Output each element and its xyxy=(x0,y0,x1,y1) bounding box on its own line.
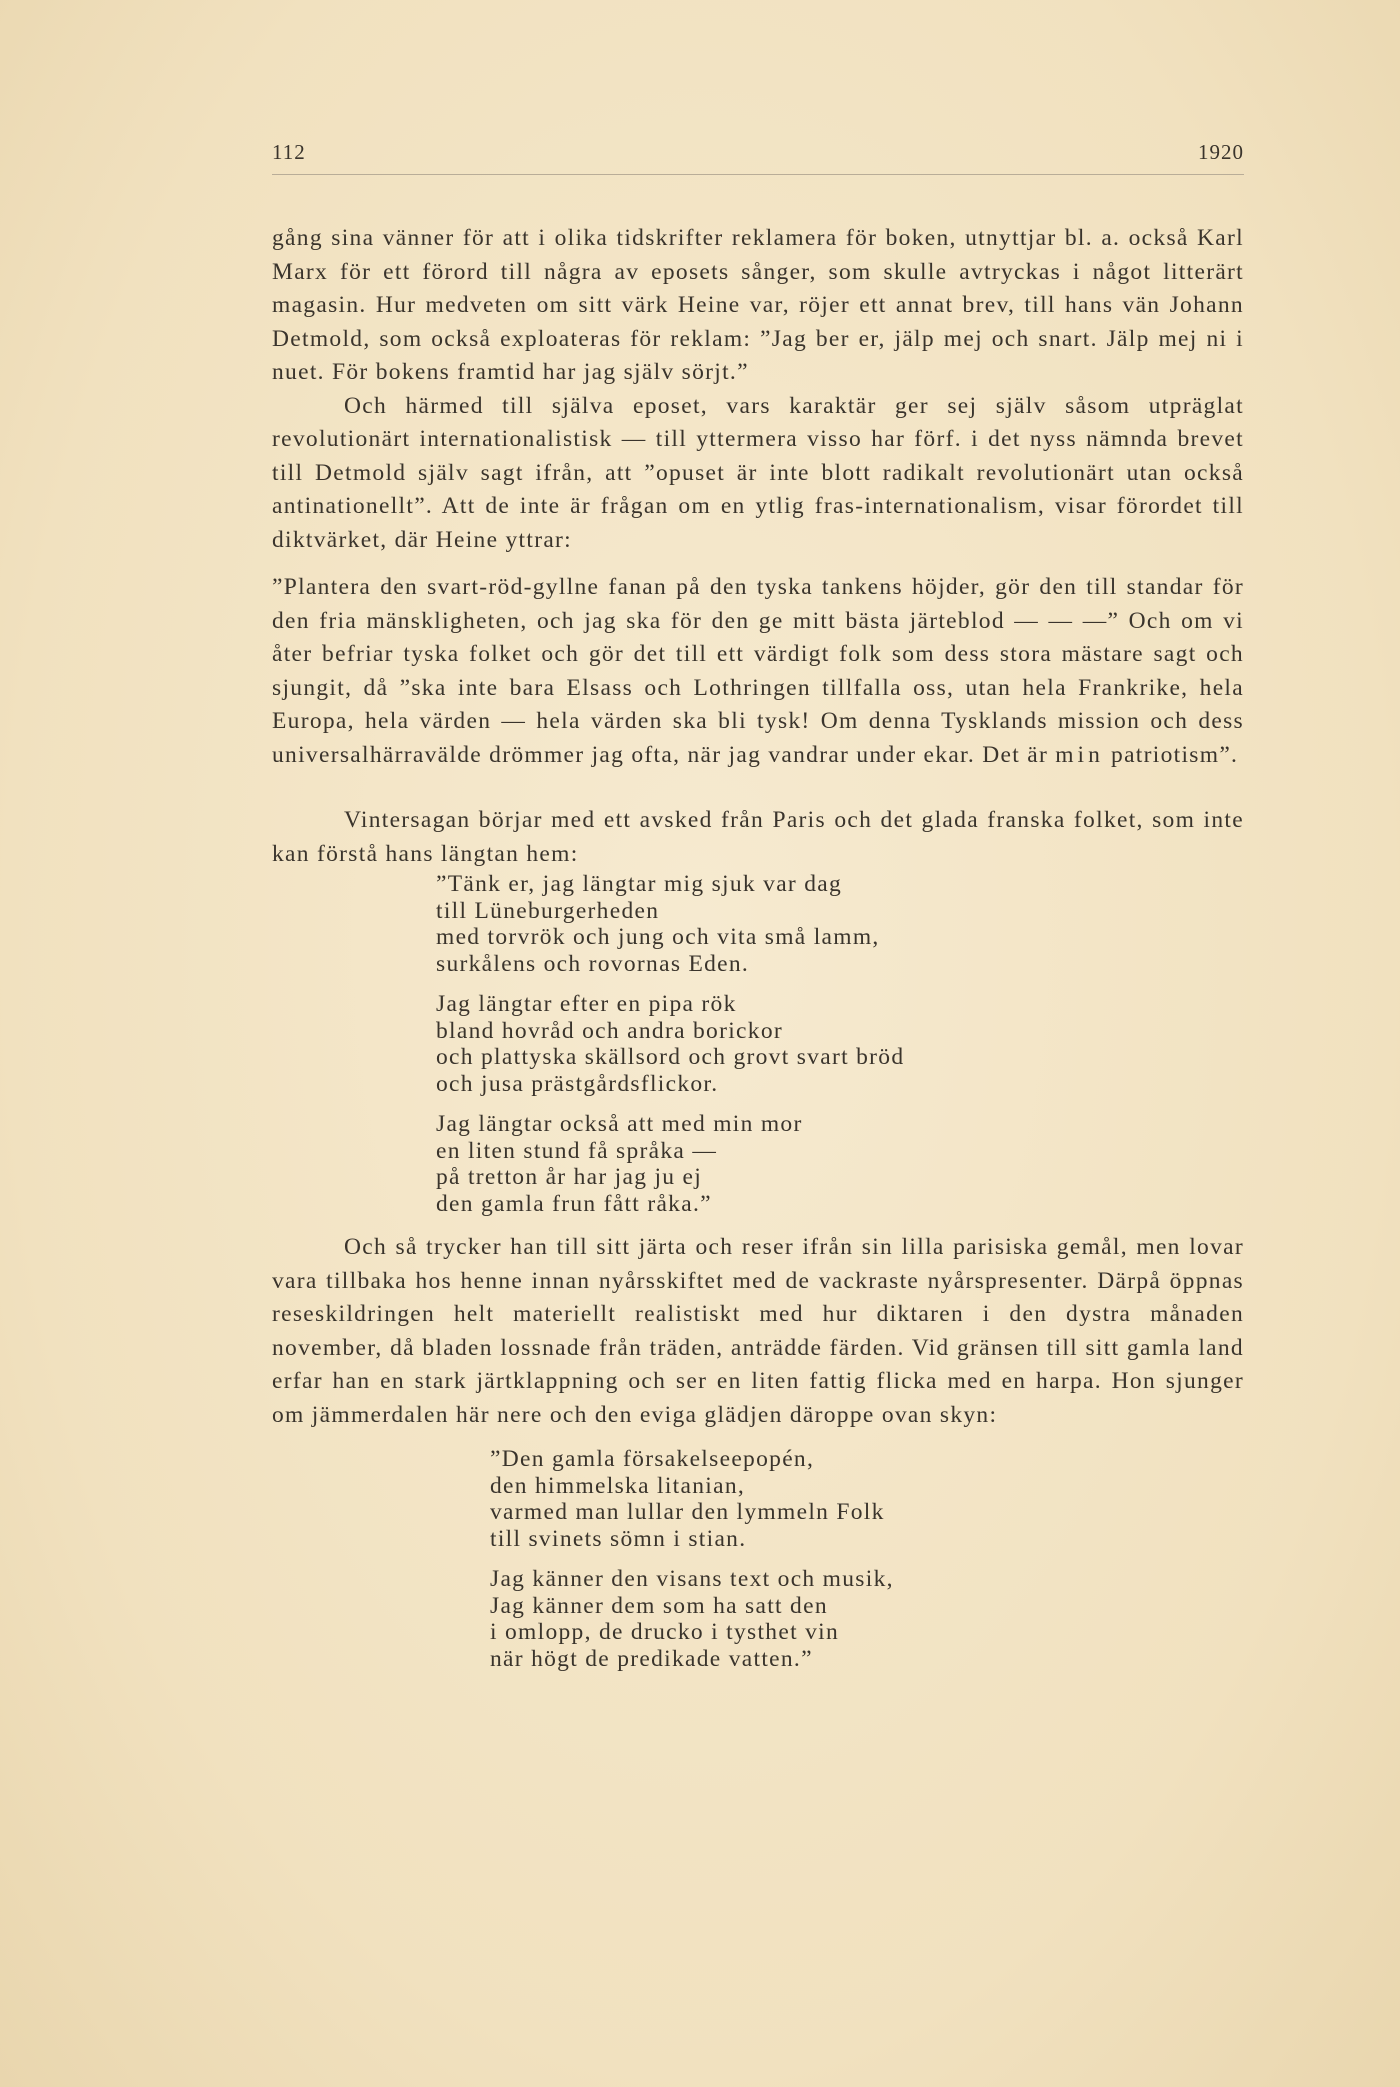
stanza xyxy=(490,1446,1244,1552)
verse-line: till Lüneburgerheden xyxy=(436,897,660,924)
stanza xyxy=(436,991,1244,1097)
paragraph-3-text: ”Plantera den svart-röd-gyllne fanan på den tyska tankens höjder, gör den till standar för den fria mänskligheten, och jag ska för den ge mitt bästa järteblod — — —” Och om vi åter befriar tyska folket och gör det till ett värdigt folk som dess stora mästare sagt och sjungit, då ”ska inte bara Elsass och Lothringen tillfalla oss, utan hela Frankrike, hela Europa, hela värden — hela värden ska bli tysk! Om denna Tysklands mission och dess universalhärravälde drömmer jag ofta, när jag vandrar under ekar. Det är xyxy=(272,574,1244,768)
verse-line: Jag längtar också att med min mor xyxy=(436,1111,803,1137)
paragraph-3-quote xyxy=(272,571,1244,772)
stanza xyxy=(490,1566,1244,1672)
verse-line: på tretton år har jag ju ej xyxy=(436,1164,703,1190)
verse-line: den gamla frun fått råka.” xyxy=(436,1190,712,1217)
body-text xyxy=(272,222,1244,1686)
verse-line: ”Den gamla försakelseepopén, xyxy=(490,1446,815,1472)
verse-line: en liten stund få språka — xyxy=(436,1137,718,1164)
paragraph-1: gång sina vänner för att i olika tidskrifter reklamera för boken, utnyttjar bl. a. också Karl Marx för ett förord till några av eposets sånger, som skulle avtryckas i något litterärt magasin. Hur medveten om sitt värk Heine var, röjer ett annat brev, till hans vän Johann Detmold, som också exploateras för reklam: ”Jag ber er, jälp mej och snart. Jälp mej ni i nuet. För bokens framtid har jag själv sörjt.” xyxy=(272,225,1244,385)
running-head-year: 1920 xyxy=(1198,140,1244,164)
verse-line: Jag känner den visans text och musik, xyxy=(490,1566,894,1592)
verse-line: till svinets sömn i stian. xyxy=(490,1525,747,1552)
verse-line: den himmelska litanian, xyxy=(490,1472,746,1499)
paragraph-3-end: patriotism”. xyxy=(1111,741,1239,768)
emphasized-word: min xyxy=(1055,741,1104,768)
paragraph-4: Vintersagan börjar med ett avsked från Paris och det glada franska folket, som inte kan förstå hans längtan hem: xyxy=(272,807,1244,867)
verse-line: när högt de predikade vatten.” xyxy=(490,1645,813,1672)
verse-line: Jag längtar efter en pipa rök xyxy=(436,991,737,1017)
verse-block-1 xyxy=(436,871,1244,1217)
page-header xyxy=(272,140,1244,176)
stanza xyxy=(436,871,1244,977)
verse-line: och plattyska skällsord och grovt svart bröd xyxy=(436,1044,905,1070)
header-rule xyxy=(272,174,1244,175)
verse-line: surkålens och rovornas Eden. xyxy=(436,950,750,977)
verse-line: bland hovråd och andra borickor xyxy=(436,1017,783,1044)
paragraph-5: Och så trycker han till sitt järta och reser ifrån sin lilla parisiska gemål, men lovar vara tillbaka hos henne innan nyårsskiftet med de vackraste nyårspresenter. Därpå öppnas reseskildringen helt materiellt realistiskt med hur diktaren i den dystra månaden november, då bladen lossnade från träden, anträdde färden. Vid gränsen till sitt gamla land erfar han en stark järtklappning och ser en liten fattig flicka med en harpa. Hon sjunger om jämmerdalen här nere och den eviga glädjen däroppe ovan skyn: xyxy=(272,1234,1244,1428)
verse-line: ”Tänk er, jag längtar mig sjuk var dag xyxy=(436,871,843,897)
verse-line: i omlopp, de drucko i tysthet vin xyxy=(490,1619,840,1645)
paragraph-2: Och härmed till själva eposet, vars karaktär ger sej själv såsom utpräglat revolutionärt internationalistisk — till yttermera visso har förf. i det nyss nämnda brevet till Detmold själv sagt ifrån, att ”opuset är inte blott radikalt revolutionärt utan också antinationellt”. Att de inte är frågan om en ytlig fras-internationalism, visar förordet till diktvärket, där Heine yttrar: xyxy=(272,392,1244,553)
verse-block-2 xyxy=(490,1446,1244,1672)
verse-line: och jusa prästgårdsflickor. xyxy=(436,1070,719,1097)
page-number: 112 xyxy=(272,140,306,164)
verse-line: varmed man lullar den lymmeln Folk xyxy=(490,1499,885,1525)
verse-line: med torvrök och jung och vita små lamm, xyxy=(436,924,880,950)
stanza xyxy=(436,1111,1244,1217)
verse-line: Jag känner dem som ha satt den xyxy=(490,1592,828,1619)
